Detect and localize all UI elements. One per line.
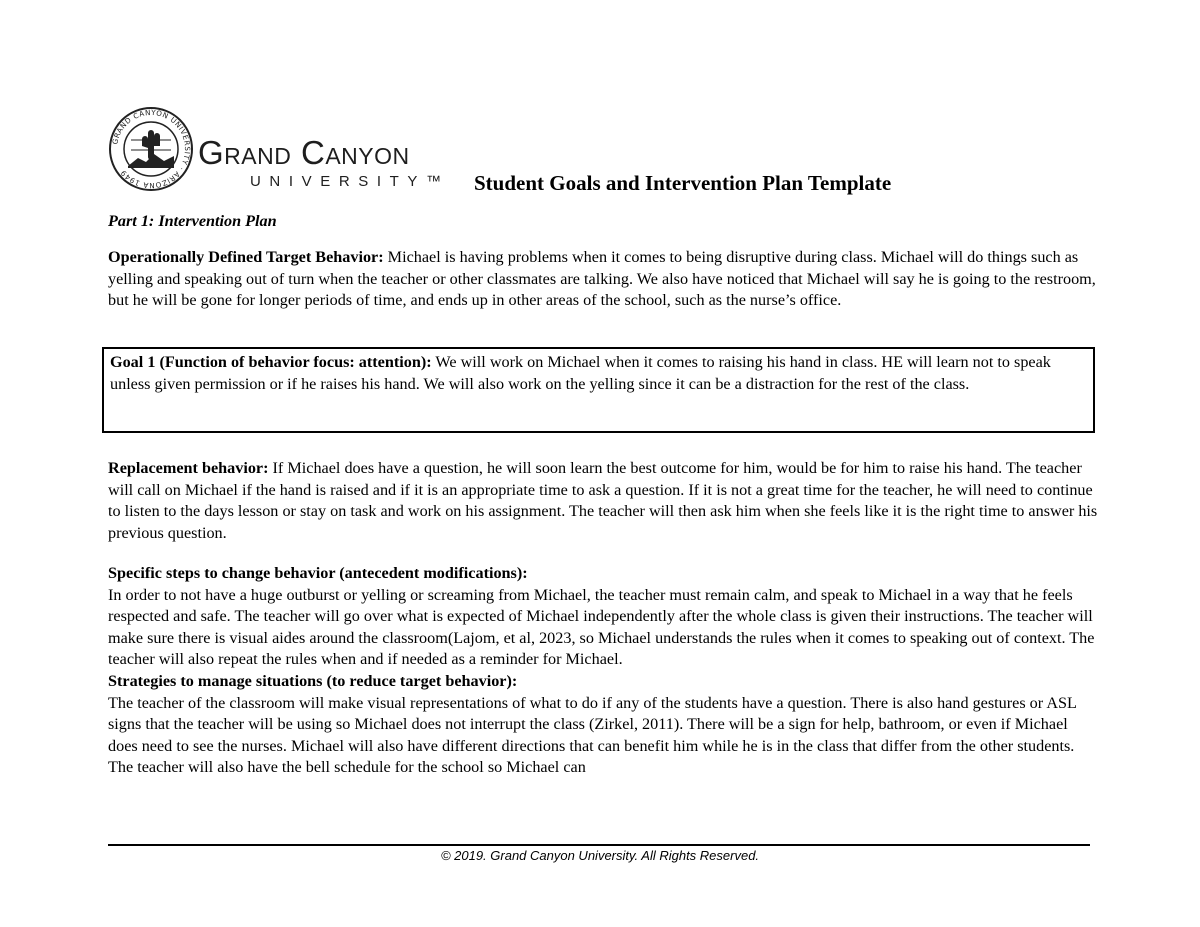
wordmark-top: Grand Canyon: [198, 134, 410, 171]
specific-steps-heading: [108, 563, 1098, 585]
goal-1-text: We will work on Michael when it comes to raising his hand in class. HE will learn not to speak unless given permission or if he raises his hand. We will also work on the yelling since it can be a distraction for the rest of the class.: [110, 353, 1051, 393]
goal-1-box: [102, 347, 1095, 433]
goal-1-label: Goal 1 (Function of behavior focus: attention):: [110, 353, 432, 371]
university-wordmark: [198, 136, 450, 190]
part-heading: Part 1: Intervention Plan: [108, 212, 277, 230]
target-behavior-label: Operationally Defined Target Behavior:: [108, 248, 384, 266]
specific-steps-label: Specific steps to change behavior (antecedent modifications):: [108, 564, 528, 582]
target-behavior-paragraph: [108, 247, 1098, 312]
strategies-label: Strategies to manage situations (to reduce target behavior):: [108, 671, 518, 690]
document-header: [108, 106, 1098, 202]
wordmark-bottom: UNIVERSITY™: [250, 173, 450, 190]
replacement-behavior-paragraph: [108, 458, 1098, 544]
university-seal-logo: [108, 106, 194, 192]
steps-and-strategies-section: [108, 563, 1098, 779]
document-title: Student Goals and Intervention Plan Template: [474, 171, 892, 195]
footer-divider: [108, 844, 1090, 846]
replacement-behavior-text: If Michael does have a question, he will soon learn the best outcome for him, would be for him to raise his hand. The teacher will call on Michael if the hand is raised and if it is an appropriate time to ask a question. If it is not a great time for the teacher, he will need to continue to listen to the days lesson or stay on task and work on his assignment. The teacher will then ask him when she feels like it is the right time to answer his previous question.: [108, 459, 1098, 542]
strategies-text: The teacher of the classroom will make visual representations of what to do if any of the students have a question. There is also hand gestures or ASL signs that the teacher will be using so Michael does not interrupt the class (Zirkel, 2011). There will be a sign for help, bathroom, or even if Michael does need to see the nurses. Michael will also have different directions that can benefit him while he is in the class that differ from the other students. The teacher will also have the bell schedule for the school so Michael can: [108, 693, 1077, 777]
strategies-heading: [108, 671, 1098, 693]
specific-steps-text: In order to not have a huge outburst or yelling or screaming from Michael, the teacher must remain calm, and speak to Michael in a way that he feels respected and safe. The teacher will go over what is expected of Michael independently after the whole class is given their instructions. The teacher will make sure there is visual aides around the classroom(Lajom, et al, 2023, so Michael understands the rules when it comes to speaking out of context. The teacher will also repeat the rules when and if needed as a reminder for Michael.: [108, 585, 1095, 669]
replacement-behavior-label: Replacement behavior:: [108, 459, 269, 477]
target-behavior-text: Michael is having problems when it comes to being disruptive during class. Michael will do things such as yelling and speaking out of turn when the teacher or other classmates are talking. We also have noticed that Michael will say he is going to the restroom, but he will be gone for longer periods of time, and ends up in other areas of the school, such as the nurse’s office.: [108, 248, 1096, 310]
seal-text: GRAND CANYON UNIVERSITY · ARIZONA 1949: [110, 107, 193, 191]
footer-copyright: © 2019. Grand Canyon University. All Rights Reserved.: [440, 848, 760, 863]
